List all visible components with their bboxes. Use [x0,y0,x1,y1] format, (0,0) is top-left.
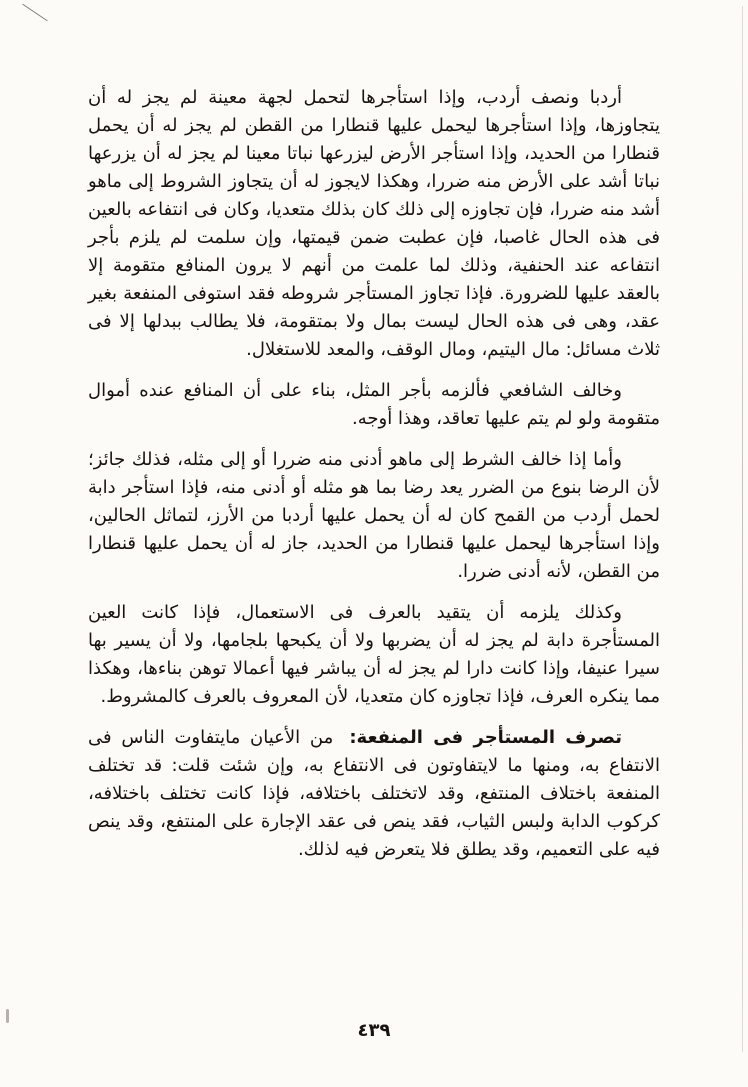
paragraph-tenant-disposal [88,724,660,864]
paragraph-transgressing-conditions: أردبا ونصف أردب، وإذا استأجرها لتحمل لجهة معينة لم يجز له أن يتجاوزها، وإذا استأجرها ليحمل عليها قنطارا من القطن لم يجز له أن يحمل قنطارا من الحديد، وإذا استأجر الأرض ليزرعها نباتا معينا لم يجز له أن يزرعها نباتا أشد على الأرض منه ضررا، وهكذا لايجوز له أن يتجاوز الشروط إلى ماهو أشد منه ضررا، فإن تجاوزه إلى ذلك كان بذلك متعديا، وكان فى انتفاعه بالعين فى هذه الحال غاصبا، فإن عطبت ضمن قيمتها، وإن سلمت لم يلزم بأجر انتفاعه عند الحنفية، وذلك لما علمت من أنهم لا يرون المنافع متقومة إلا بالعقد عليها للضرورة. فإذا تجاوز المستأجر شروطه فقد استوفى المنفعة بغير عقد، وهى فى هذه الحال ليست بمال ولا بمتقومة، فلا يطالب ببدلها إلا فى ثلاث مسائل: مال اليتيم، ومال الوقف، والمعد للاستغلال. [88,87,660,360]
page-number: ٤٣٩ [357,1020,391,1041]
page-text-block [88,84,660,877]
scan-artifact-right-edge [742,6,743,1052]
section-heading-tenant-disposal: تصرف المستأجر فى المنفعة: [349,727,622,748]
paragraph-lesser-harm: وأما إذا خالف الشرط إلى ماهو أدنى منه ضررا أو إلى مثله، فذلك جائز؛ لأن الرضا بنوع من الضرر يعد رضا بما هو مثله أو أدنى منه، فإذا استأجر دابة لحمل أردب من القمح كان له أن يحمل عليها أردبا من الأرز، لتماثل الحالين، وإذا استأجرها ليحمل عليها قنطارا من الحديد، جاز له أن يحمل عليها قنطارا من القطن، لأنه أدنى ضررا. [88,449,660,582]
section-body-tenant-disposal: من الأعيان مايتفاوت الناس فى الانتفاع به، ومنها ما لايتفاوتون فى الانتفاع به، وإن شئت قلت: قد تختلف المنفعة باختلاف المنتفع، وقد لاتختلف باختلافه، فإذا كانت تختلف باختلافه، كركوب الدابة ولبس الثياب، فقد ينص فى عقد الإجارة على المنتفع، وقد ينص فيه على التعميم، وقد يطلق فلا يتعرض فيه لذلك. [88,727,660,860]
scan-artifact-top-left [22,4,47,22]
paragraph-shafii-opinion: وخالف الشافعي فألزمه بأجر المثل، بناء على أن المنافع عنده أموال متقومة ولو لم يتم عليها تعاقد، وهذا أوجه. [88,380,660,429]
paragraph-custom-usage: وكذلك يلزمه أن يتقيد بالعرف فى الاستعمال، فإذا كانت العين المستأجرة دابة لم يجز له أن يضربها ولا أن يكبحها بلجامها، ولا أن يسير بها سيرا عنيفا، وإذا كانت دارا لم يجز له أن يباشر فيها أعمالا توهن بناءها، وهكذا مما ينكره العرف، فإذا تجاوزه كان متعديا، لأن المعروف بالعرف كالمشروط. [88,602,660,707]
